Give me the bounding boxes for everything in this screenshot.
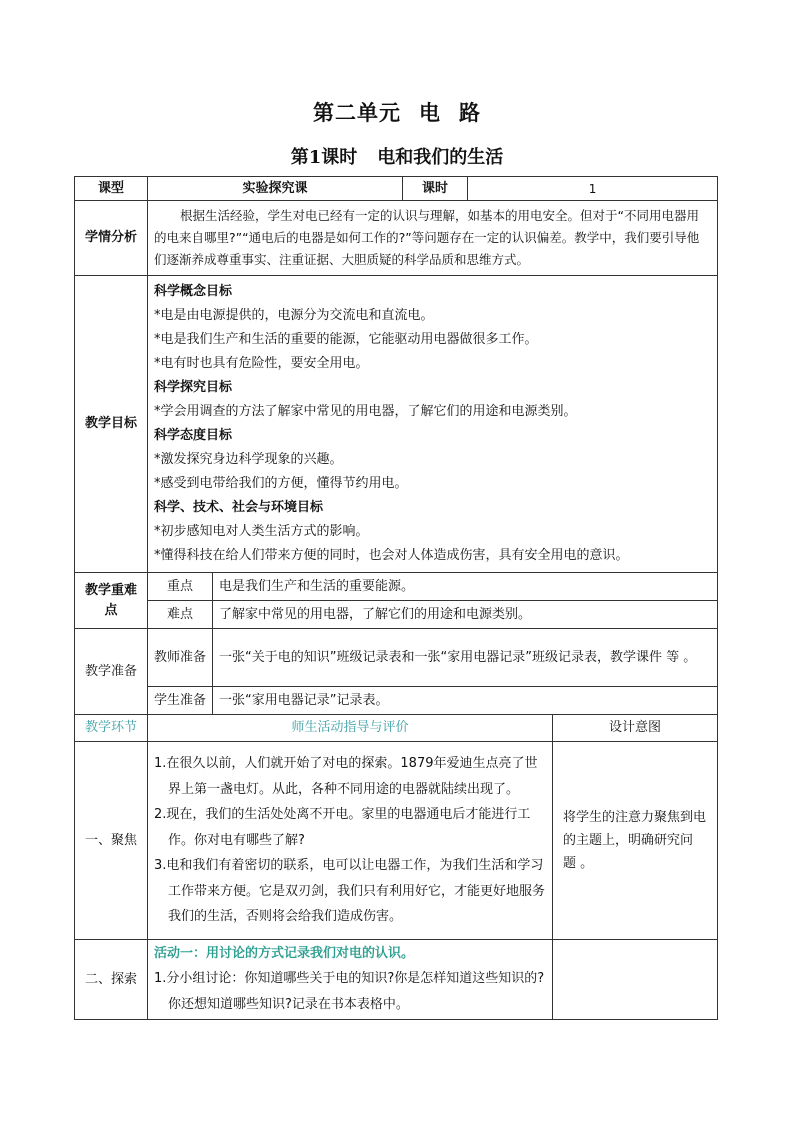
teacher-prep-text: 一张“关于电的知识”班级记录表和一张“家用电器记录”班级记录表，教学课件 等 。: [213, 629, 718, 687]
stse-goal-title: 科学、技术、社会与环境目标: [154, 500, 324, 515]
lesson-plan-table: [74, 176, 718, 1020]
hours-label: 课时: [403, 177, 468, 201]
concept-goal-item: *电是由电源提供的，电源分为交流电和直流电。: [154, 308, 434, 323]
stse-goal-item: *初步感知电对人类生活方式的影响。: [154, 524, 369, 539]
preparation-label: 教学准备: [75, 629, 148, 715]
stage-focus-label: 一、聚焦: [75, 742, 148, 940]
unit-title: [0, 97, 794, 127]
concept-goal-item: *电有时也具有危险性，要安全用电。: [154, 356, 369, 371]
stage-focus-design: 将学生的注意力聚焦到电的主题上，明确研究问 题 。: [563, 810, 707, 871]
learning-analysis-label: 学情分析: [75, 201, 148, 276]
goals-row: [75, 276, 718, 573]
lesson-name: 电和我们的生活: [377, 147, 504, 168]
student-prep-text: 一张“家用电器记录”记录表。: [213, 687, 718, 715]
focus-row: [75, 573, 718, 601]
concept-goal-title: 科学概念目标: [154, 284, 233, 299]
info-row: [75, 177, 718, 201]
attitude-goal-item: *感受到电带给我们的方便，懂得节约用电。: [154, 476, 408, 491]
learning-analysis-row: [75, 201, 718, 276]
difficulty-label: 难点: [148, 601, 213, 629]
lesson-title: [0, 143, 794, 169]
hours-value: 1: [468, 177, 718, 201]
stage-focus-row: [75, 742, 718, 940]
inquiry-goal-title: 科学探究目标: [154, 380, 233, 395]
focus-label: 重点: [148, 573, 213, 601]
goals-label: 教学目标: [75, 276, 148, 573]
unit-name-char-1: 电: [419, 100, 441, 125]
stage-explore-label: 二、探索: [75, 940, 148, 1020]
student-prep-label: 学生准备: [148, 687, 213, 715]
unit-name-char-2: 路: [459, 100, 481, 125]
design-column-header: 设计意图: [553, 715, 718, 742]
type-label: 课型: [75, 177, 148, 201]
type-value: 实验探究课: [148, 177, 403, 201]
student-prep-row: [75, 687, 718, 715]
stage-focus-content: [148, 742, 553, 940]
activity-one-title: 活动一：用讨论的方式记录我们对电的认识。: [154, 946, 415, 961]
focus-step: 1.在很久以前，人们就开始了对电的探索。1879年爱迪生点亮了世界上第一盏电灯。从此，各种不同用途的电器就陆续出现了。: [154, 756, 538, 797]
focus-step: 2.现在，我们的生活处处离不开电。家里的电器通电后才能进行工作。你对电有哪些了解?: [154, 807, 531, 848]
process-header-row: [75, 715, 718, 742]
stage-explore-row: [75, 940, 718, 1020]
key-points-label: 教学重难点: [75, 573, 148, 629]
inquiry-goal-item: *学会用调查的方法了解家中常见的用电器，了解它们的用途和电源类别。: [154, 404, 577, 419]
explore-step: 1.分小组讨论：你知道哪些关于电的知识?你是怎样知道这些知识的?你还想知道哪些知识?记录在书本表格中。: [154, 971, 545, 1012]
stage-column-header: 教学环节: [75, 715, 148, 742]
unit-number: 第二单元: [313, 100, 401, 125]
learning-analysis-text: 根据生活经验，学生对电已经有一定的认识与理解，如基本的用电安全。但对于“不同用电器用的电来自哪里?”“通电后的电器是如何工作的?”等问题存在一定的认识偏差。教学中，我们要引导他们逐渐养成尊重事实、注重证据、大胆质疑的科学品质和思维方式。: [154, 208, 700, 267]
lesson-number: 第1课时: [290, 147, 358, 168]
attitude-goal-title: 科学态度目标: [154, 428, 233, 443]
difficulty-text: 了解家中常见的用电器，了解它们的用途和电源类别。: [213, 601, 718, 629]
attitude-goal-item: *激发探究身边科学现象的兴趣。: [154, 452, 343, 467]
goals-content: [148, 276, 718, 573]
focus-text: 电是我们生产和生活的重要能源。: [213, 573, 718, 601]
teacher-prep-row: [75, 629, 718, 687]
teacher-prep-label: 教师准备: [148, 629, 213, 687]
stage-explore-content: [148, 940, 553, 1020]
stage-explore-design: [553, 940, 718, 1020]
concept-goal-item: *电是我们生产和生活的重要的能源，它能驱动用电器做很多工作。: [154, 332, 538, 347]
activity-column-header: 师生活动指导与评价: [148, 715, 553, 742]
difficulty-row: [75, 601, 718, 629]
stse-goal-item: *懂得科技在给人们带来方便的同时，也会对人体造成伤害，具有安全用电的意识。: [154, 548, 629, 563]
focus-step: 3.电和我们有着密切的联系，电可以让电器工作，为我们生活和学习工作带来方便。它是双刃剑，我们只有利用好它，才能更好地服务我们的生活，否则将会给我们造成伤害。: [154, 858, 546, 925]
